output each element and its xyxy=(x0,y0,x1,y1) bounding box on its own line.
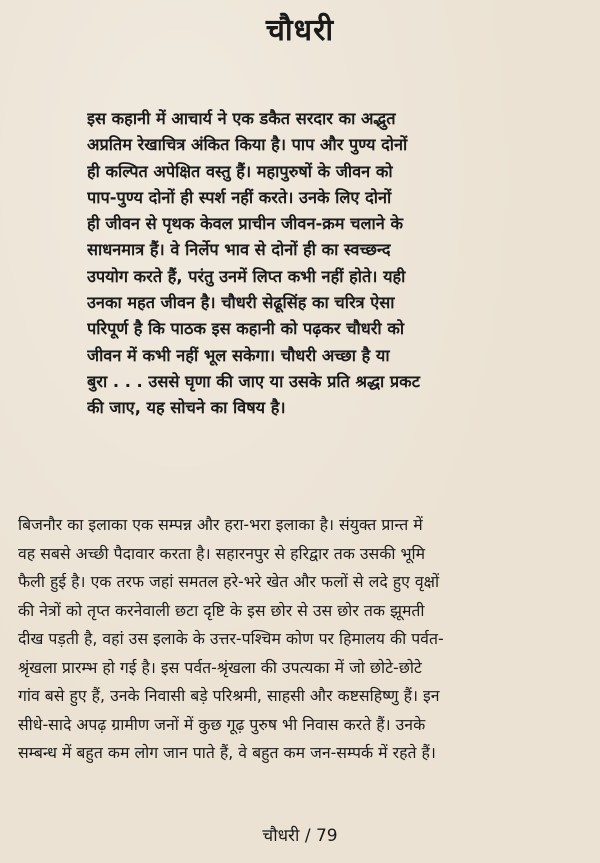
intro-line: जीवन में कभी नहीं भूल सकेगा। चौधरी अच्छा है या xyxy=(87,345,390,365)
page-footer: चौधरी / 79 xyxy=(262,826,338,846)
body-line: सीधे-सादे अपढ़ ग्रामीण जनों में कुछ गूढ़ पुरुष भी निवास करते हैं। उनके xyxy=(18,714,426,734)
body-line: श्रृंखला प्रारम्भ हो गई है। इस पर्वत-श्रृंखला की उपत्यका में जो छोटे-छोटे xyxy=(18,657,422,677)
intro-line: ही जीवन से पृथक केवल प्राचीन जीवन-क्रम चलाने के xyxy=(87,214,403,234)
body-line: की नेत्रों को तृप्त करनेवाली छटा दृष्टि के इस छोर से उस छोर तक झूमती xyxy=(18,600,425,620)
body-line: फैली हुई है। एक तरफ जहां समतल हरे-भरे खेत और फलों से लदे हुए वृक्षों xyxy=(18,572,440,591)
intro-line: बुरा . . . उससे घृणा की जाए या उसके प्रति श्रद्धा प्रकट xyxy=(87,371,420,391)
body-line: सम्बन्ध में बहुत कम लोग जान पाते हैं, वे बहुत कम जन-सम्पर्क में रहते हैं। xyxy=(18,743,436,762)
page-title: चौधरी xyxy=(265,13,335,48)
intro-line: परिपूर्ण है कि पाठक इस कहानी को पढ़कर चौधरी को xyxy=(87,319,405,339)
intro-line: ही कल्पित अपेक्षित वस्तु हैं। महापुरुषों के जीवन को xyxy=(87,161,393,181)
intro-line: साधनमात्र हैं। वे निर्लेप भाव से दोनों ही का स्वच्छन्द xyxy=(87,240,391,260)
body-paragraph xyxy=(18,511,584,768)
body-line: वह सबसे अच्छी पैदावार करता है। सहारनपुर से हरिद्वार तक उसकी भूमि xyxy=(18,543,426,563)
intro-line: अप्रतिम रेखाचित्र अंकित किया है। पाप और पुण्य दोनों xyxy=(87,135,408,155)
intro-line: इस कहानी में आचार्य ने एक डकैत सरदार का अद्भुत xyxy=(87,109,396,128)
body-line: दीख पड़ती है, वहां उस इलाके के उत्तर-पश्चिम कोण पर हिमालय की पर्वत- xyxy=(18,629,444,648)
intro-paragraph xyxy=(87,106,517,422)
intro-line: उनका महत जीवन है। चौधरी सेढूसिंह का चरित्र ऐसा xyxy=(87,293,395,313)
intro-line: पाप-पुण्य दोनों ही स्पर्श नहीं करते। उनके लिए दोनों xyxy=(87,187,392,207)
body-line: गांव बसे हुए हैं, उनके निवासी बड़े परिश्रमी, साहसी और कष्टसहिष्णु हैं। इन xyxy=(18,686,440,705)
body-line: बिजनौर का इलाका एक सम्पन्न और हरा-भरा इलाका है। संयुक्त प्रान्त में xyxy=(18,515,423,534)
intro-line: की जाए, यह सोचने का विषय है। xyxy=(87,398,286,418)
intro-line: उपयोग करते हैं, परंतु उनमें लिप्त कभी नहीं होते। यही xyxy=(87,266,406,286)
